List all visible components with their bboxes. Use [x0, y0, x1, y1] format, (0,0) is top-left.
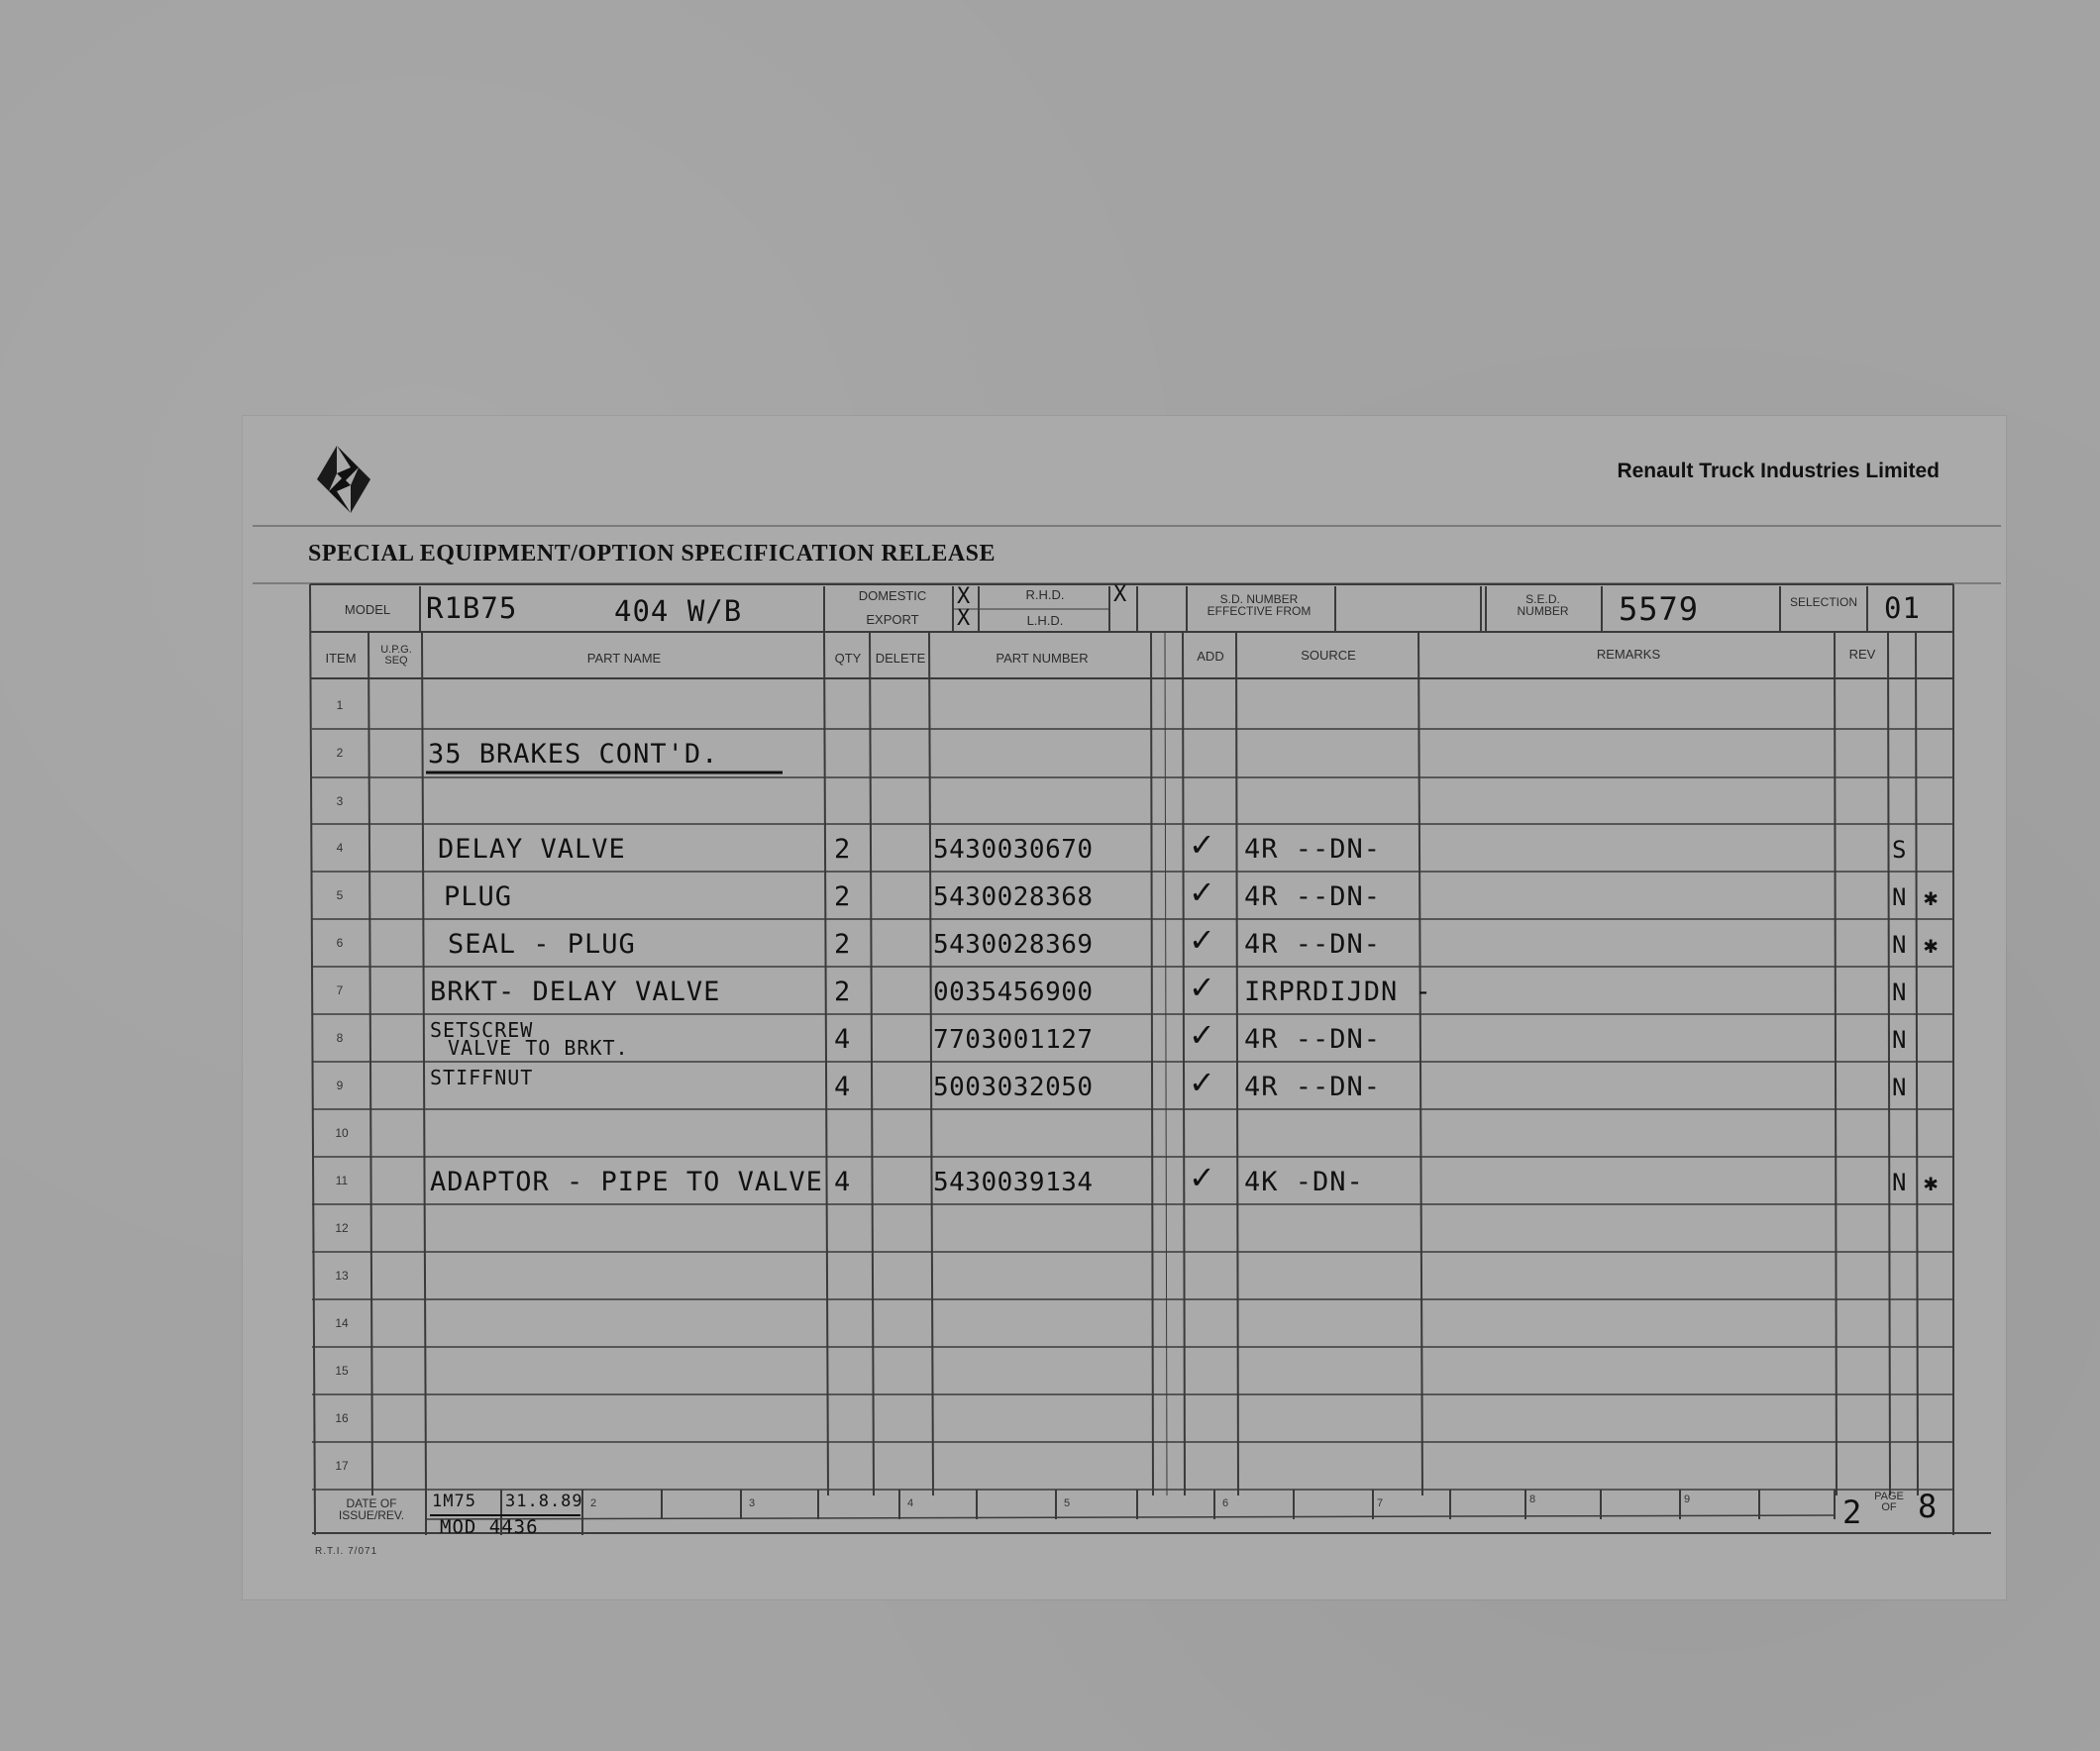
issue-slot-number: 2: [590, 1497, 597, 1509]
form-code: R.T.I. 7/071: [315, 1546, 378, 1557]
status-code: N: [1892, 1074, 1907, 1101]
status-code: N: [1892, 931, 1907, 959]
part-qty: 2: [834, 977, 852, 1007]
asterisk-mark: ✱: [1924, 883, 1939, 911]
issue-slot-number: 9: [1684, 1494, 1691, 1505]
part-name: PLUG: [444, 881, 513, 912]
row-number: 7: [336, 983, 344, 997]
add-checkmark: ✓: [1189, 969, 1215, 1006]
of-label: OF: [1881, 1501, 1897, 1513]
part-source: 4R --DN-: [1244, 929, 1382, 960]
row-number: 8: [336, 1031, 344, 1045]
row-number: 14: [335, 1316, 349, 1330]
part-number: 5430028368: [933, 882, 1094, 912]
row-number: 4: [336, 841, 344, 855]
row-number: 13: [335, 1269, 349, 1283]
part-name: ADAPTOR - PIPE TO VALVE: [430, 1167, 823, 1197]
lhd-label: L.H.D.: [1026, 613, 1064, 628]
part-number: 0035456900: [933, 978, 1094, 1007]
row-number: 12: [335, 1221, 349, 1235]
wheelbase-value: 404 W/B: [614, 594, 743, 628]
sd-number-label: S.D. NUMBER: [1219, 592, 1299, 606]
sed-label-number: NUMBER: [1517, 604, 1569, 618]
page-number: 2: [1842, 1494, 1863, 1531]
part-qty: 4: [834, 1072, 852, 1102]
sed-number-value: 5579: [1619, 590, 1700, 628]
company-name: Renault Truck Industries Limited: [1617, 460, 1940, 482]
part-source: 4R --DN-: [1244, 1072, 1382, 1102]
col-source: SOURCE: [1301, 648, 1356, 663]
add-checkmark: ✓: [1189, 874, 1215, 911]
part-qty: 2: [834, 929, 852, 960]
row-number: 15: [335, 1364, 349, 1378]
part-source: 4K -DN-: [1244, 1167, 1364, 1197]
col-seq: SEQ: [384, 655, 408, 667]
issue-1-name: 1M75: [432, 1492, 476, 1511]
part-name: DELAY VALVE: [438, 834, 626, 865]
rhd-label: R.H.D.: [1025, 587, 1065, 602]
page-total: 8: [1918, 1488, 1939, 1525]
model-value: R1B75: [426, 591, 518, 625]
part-number: 7703001127: [933, 1025, 1094, 1055]
status-code: N: [1892, 978, 1907, 1006]
row-number: 10: [335, 1126, 349, 1140]
add-checkmark: ✓: [1189, 1159, 1215, 1196]
part-name: 35 BRAKES CONT'D.: [428, 739, 719, 770]
row-number: 9: [336, 1079, 344, 1092]
model-label: MODEL: [344, 602, 391, 617]
divider: [253, 582, 2001, 584]
add-checkmark: ✓: [1189, 1016, 1215, 1054]
issue-slot-number: 3: [749, 1497, 756, 1509]
issue-rev-label: ISSUE/REV.: [338, 1508, 405, 1522]
part-number: 5430039134: [933, 1168, 1094, 1197]
part-source: 4R --DN-: [1244, 834, 1382, 865]
col-part-number: PART NUMBER: [996, 651, 1089, 666]
issue-slot-number: 4: [907, 1497, 914, 1509]
part-qty: 4: [834, 1167, 852, 1197]
row-number: 11: [335, 1174, 349, 1187]
status-code: N: [1892, 1169, 1907, 1196]
selection-label: SELECTION: [1789, 595, 1857, 609]
asterisk-mark: ✱: [1924, 1169, 1939, 1196]
part-source: 4R --DN-: [1244, 881, 1382, 912]
row-number: 5: [336, 888, 344, 902]
part-name: STIFFNUT: [430, 1066, 534, 1089]
part-name: BRKT- DELAY VALVE: [430, 977, 721, 1007]
add-checkmark: ✓: [1189, 921, 1215, 959]
rhd-mark: X: [1113, 582, 1127, 607]
divider: [253, 525, 2001, 527]
domestic-mark: X: [957, 584, 971, 609]
col-add: ADD: [1197, 649, 1224, 664]
row-number: 1: [336, 698, 344, 712]
part-name-line2: VALVE TO BRKT.: [448, 1036, 629, 1060]
asterisk-mark: ✱: [1924, 931, 1939, 959]
selection-value: 01: [1884, 591, 1921, 625]
col-part-name: PART NAME: [586, 651, 662, 666]
part-name: SETSCREW: [430, 1018, 534, 1042]
renault-diamond-logo: [315, 444, 372, 515]
part-qty: 2: [834, 834, 852, 865]
col-qty: QTY: [834, 651, 862, 666]
row-number: 17: [335, 1459, 349, 1473]
part-number: 5003032050: [933, 1073, 1094, 1102]
part-name: SEAL - PLUG: [448, 929, 636, 960]
issue-slot-number: 8: [1529, 1494, 1536, 1505]
part-number: 5430030670: [933, 835, 1094, 865]
col-remarks: REMARKS: [1596, 647, 1661, 662]
issue-slot-number: 6: [1222, 1497, 1229, 1509]
sed-label: S.E.D.: [1525, 592, 1560, 606]
part-source: 4R --DN-: [1244, 1024, 1382, 1055]
part-qty: 2: [834, 881, 852, 912]
col-upg: U.P.G.: [380, 644, 412, 656]
issue-slot-number: 5: [1064, 1497, 1071, 1509]
status-code: N: [1892, 883, 1907, 911]
add-checkmark: ✓: [1189, 1064, 1215, 1101]
issue-1-date: 31.8.89: [505, 1492, 583, 1511]
date-of-label: DATE OF: [346, 1496, 397, 1510]
issue-slot-number: 7: [1377, 1497, 1384, 1509]
status-code: S: [1892, 836, 1907, 864]
part-source: IRPRDIJDN -: [1244, 977, 1432, 1007]
export-mark: X: [957, 606, 971, 631]
col-item: ITEM: [325, 651, 357, 666]
part-qty: 4: [834, 1024, 852, 1055]
issue-1-mod: MOD 4436: [440, 1516, 539, 1538]
add-checkmark: ✓: [1189, 826, 1215, 864]
col-rev: REV: [1848, 647, 1876, 662]
page-label: PAGE: [1874, 1491, 1904, 1502]
row-number: 6: [336, 936, 344, 950]
row-number: 2: [336, 746, 344, 760]
effective-from-label: EFFECTIVE FROM: [1207, 604, 1312, 618]
status-code: N: [1892, 1026, 1907, 1054]
export-label: EXPORT: [866, 612, 919, 627]
col-delete: DELETE: [875, 651, 926, 666]
row-number: 3: [336, 794, 344, 808]
domestic-label: DOMESTIC: [858, 588, 927, 603]
document-title: SPECIAL EQUIPMENT/OPTION SPECIFICATION RELEASE: [308, 541, 997, 566]
row-number: 16: [335, 1411, 349, 1425]
part-number: 5430028369: [933, 930, 1094, 960]
